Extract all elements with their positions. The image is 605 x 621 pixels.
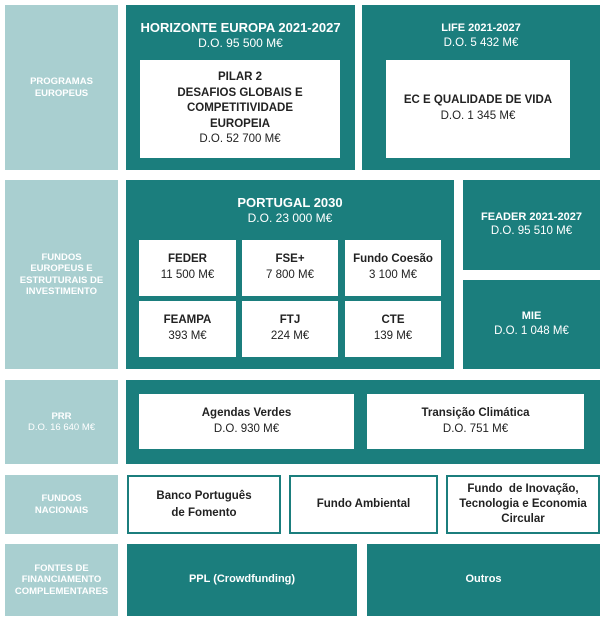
- prr-item-amount: D.O. 930 M€: [213, 422, 280, 435]
- life-title: LIFE 2021-2027: [441, 22, 521, 34]
- agendas-verdes-box: [139, 394, 354, 449]
- prr-item-title: Agendas Verdes: [201, 406, 292, 419]
- nacional-line: Fundo Ambiental: [316, 498, 411, 511]
- item-amount: 11 500 M€: [160, 269, 215, 281]
- row-label-programas-europeus: [5, 5, 118, 170]
- banco-portugues-fomento-box: [127, 475, 281, 534]
- mie-box: [463, 280, 600, 369]
- pt2030-item-fundo-coesao: [345, 240, 441, 296]
- prr-item-title: Transição Climática: [421, 406, 530, 419]
- mie-amount: D.O. 1 048 M€: [494, 324, 569, 337]
- ec-qualidade-vida-box: [386, 60, 570, 158]
- pt2030-item-ftj: [242, 301, 338, 357]
- pt2030-item-fse: [242, 240, 338, 296]
- item-name: FEAMPA: [163, 314, 212, 327]
- prr-amount: D.O. 16 640 M€: [27, 422, 96, 433]
- item-name: CTE: [381, 314, 405, 327]
- label-line: PROGRAMAS: [30, 76, 93, 88]
- label-line: FUNDOS: [41, 493, 82, 505]
- row-label-prr: [5, 380, 118, 464]
- label-line: PRR: [51, 410, 72, 422]
- label-line: NACIONAIS: [34, 504, 89, 516]
- label-line: EUROPEUS E: [30, 263, 93, 275]
- feader-title: FEADER 2021-2027: [481, 210, 582, 223]
- outros-box: [367, 544, 600, 616]
- label-line: FINANCIAMENTO: [21, 574, 102, 586]
- pilar-line: PILAR 2: [217, 71, 263, 84]
- pt2030-item-feampa: [139, 301, 236, 357]
- ppl-crowdfunding-box: [127, 544, 357, 616]
- item-amount: 224 M€: [270, 330, 310, 342]
- pt2030-item-feder: [139, 240, 236, 296]
- row-label-fundos-nacionais: [5, 475, 118, 534]
- label-line: FUNDOS: [41, 251, 82, 263]
- pt2030-item-cte: [345, 301, 441, 357]
- label-line: ESTRUTURAIS DE: [19, 274, 104, 286]
- item-name: FTJ: [279, 314, 301, 327]
- pilar-amount: D.O. 52 700 M€: [199, 133, 281, 146]
- item-name: Fundo Coesão: [353, 253, 433, 266]
- life-amount: D.O. 5 432 M€: [443, 36, 519, 49]
- prr-item-amount: D.O. 751 M€: [442, 422, 509, 435]
- pilar-line: DESAFIOS GLOBAIS E: [177, 86, 303, 99]
- complementar-title: Outros: [465, 573, 502, 586]
- label-line: EUROPEUS: [34, 87, 89, 99]
- item-amount: 7 800 M€: [266, 269, 314, 281]
- horizonte-title: HORIZONTE EUROPA 2021-2027: [140, 20, 341, 35]
- transicao-climatica-box: [367, 394, 584, 449]
- portugal-amount: D.O. 23 000 M€: [247, 211, 333, 226]
- nacional-line: Fundo de Inovação,: [467, 483, 579, 496]
- horizonte-amount: D.O. 95 500 M€: [198, 36, 283, 51]
- item-amount: 3 100 M€: [369, 269, 417, 281]
- row-label-fundos-europeus: [5, 180, 118, 369]
- feader-box: [463, 180, 600, 270]
- ec-title: EC E QUALIDADE DE VIDA: [403, 94, 553, 107]
- row-label-fontes-complementares: [5, 544, 118, 616]
- pilar-line: EUROPEIA: [209, 117, 271, 130]
- pilar-line: COMPETITIVIDADE: [186, 102, 294, 115]
- ec-amount: D.O. 1 345 M€: [440, 110, 516, 122]
- label-line: FONTES DE: [34, 562, 89, 574]
- item-name: FSE+: [275, 253, 305, 266]
- nacional-line: Banco Português: [156, 490, 252, 503]
- portugal-title: PORTUGAL 2030: [237, 195, 343, 210]
- item-name: FEDER: [168, 253, 207, 266]
- pilar-2-box: [140, 60, 340, 158]
- feader-amount: D.O. 95 510 M€: [490, 225, 573, 238]
- item-amount: 139 M€: [373, 330, 413, 342]
- item-amount: 393 M€: [168, 330, 207, 342]
- fundo-inovacao-box: [446, 475, 600, 534]
- nacional-line: Circular: [501, 512, 545, 525]
- label-line: INVESTIMENTO: [25, 285, 98, 297]
- fundo-ambiental-box: [289, 475, 438, 534]
- label-line: COMPLEMENTARES: [14, 585, 109, 597]
- complementar-title: PPL (Crowdfunding): [188, 573, 296, 586]
- nacional-line: de Fomento: [171, 506, 237, 519]
- mie-title: MIE: [521, 310, 542, 323]
- nacional-line: Tecnologia e Economia: [459, 498, 587, 511]
